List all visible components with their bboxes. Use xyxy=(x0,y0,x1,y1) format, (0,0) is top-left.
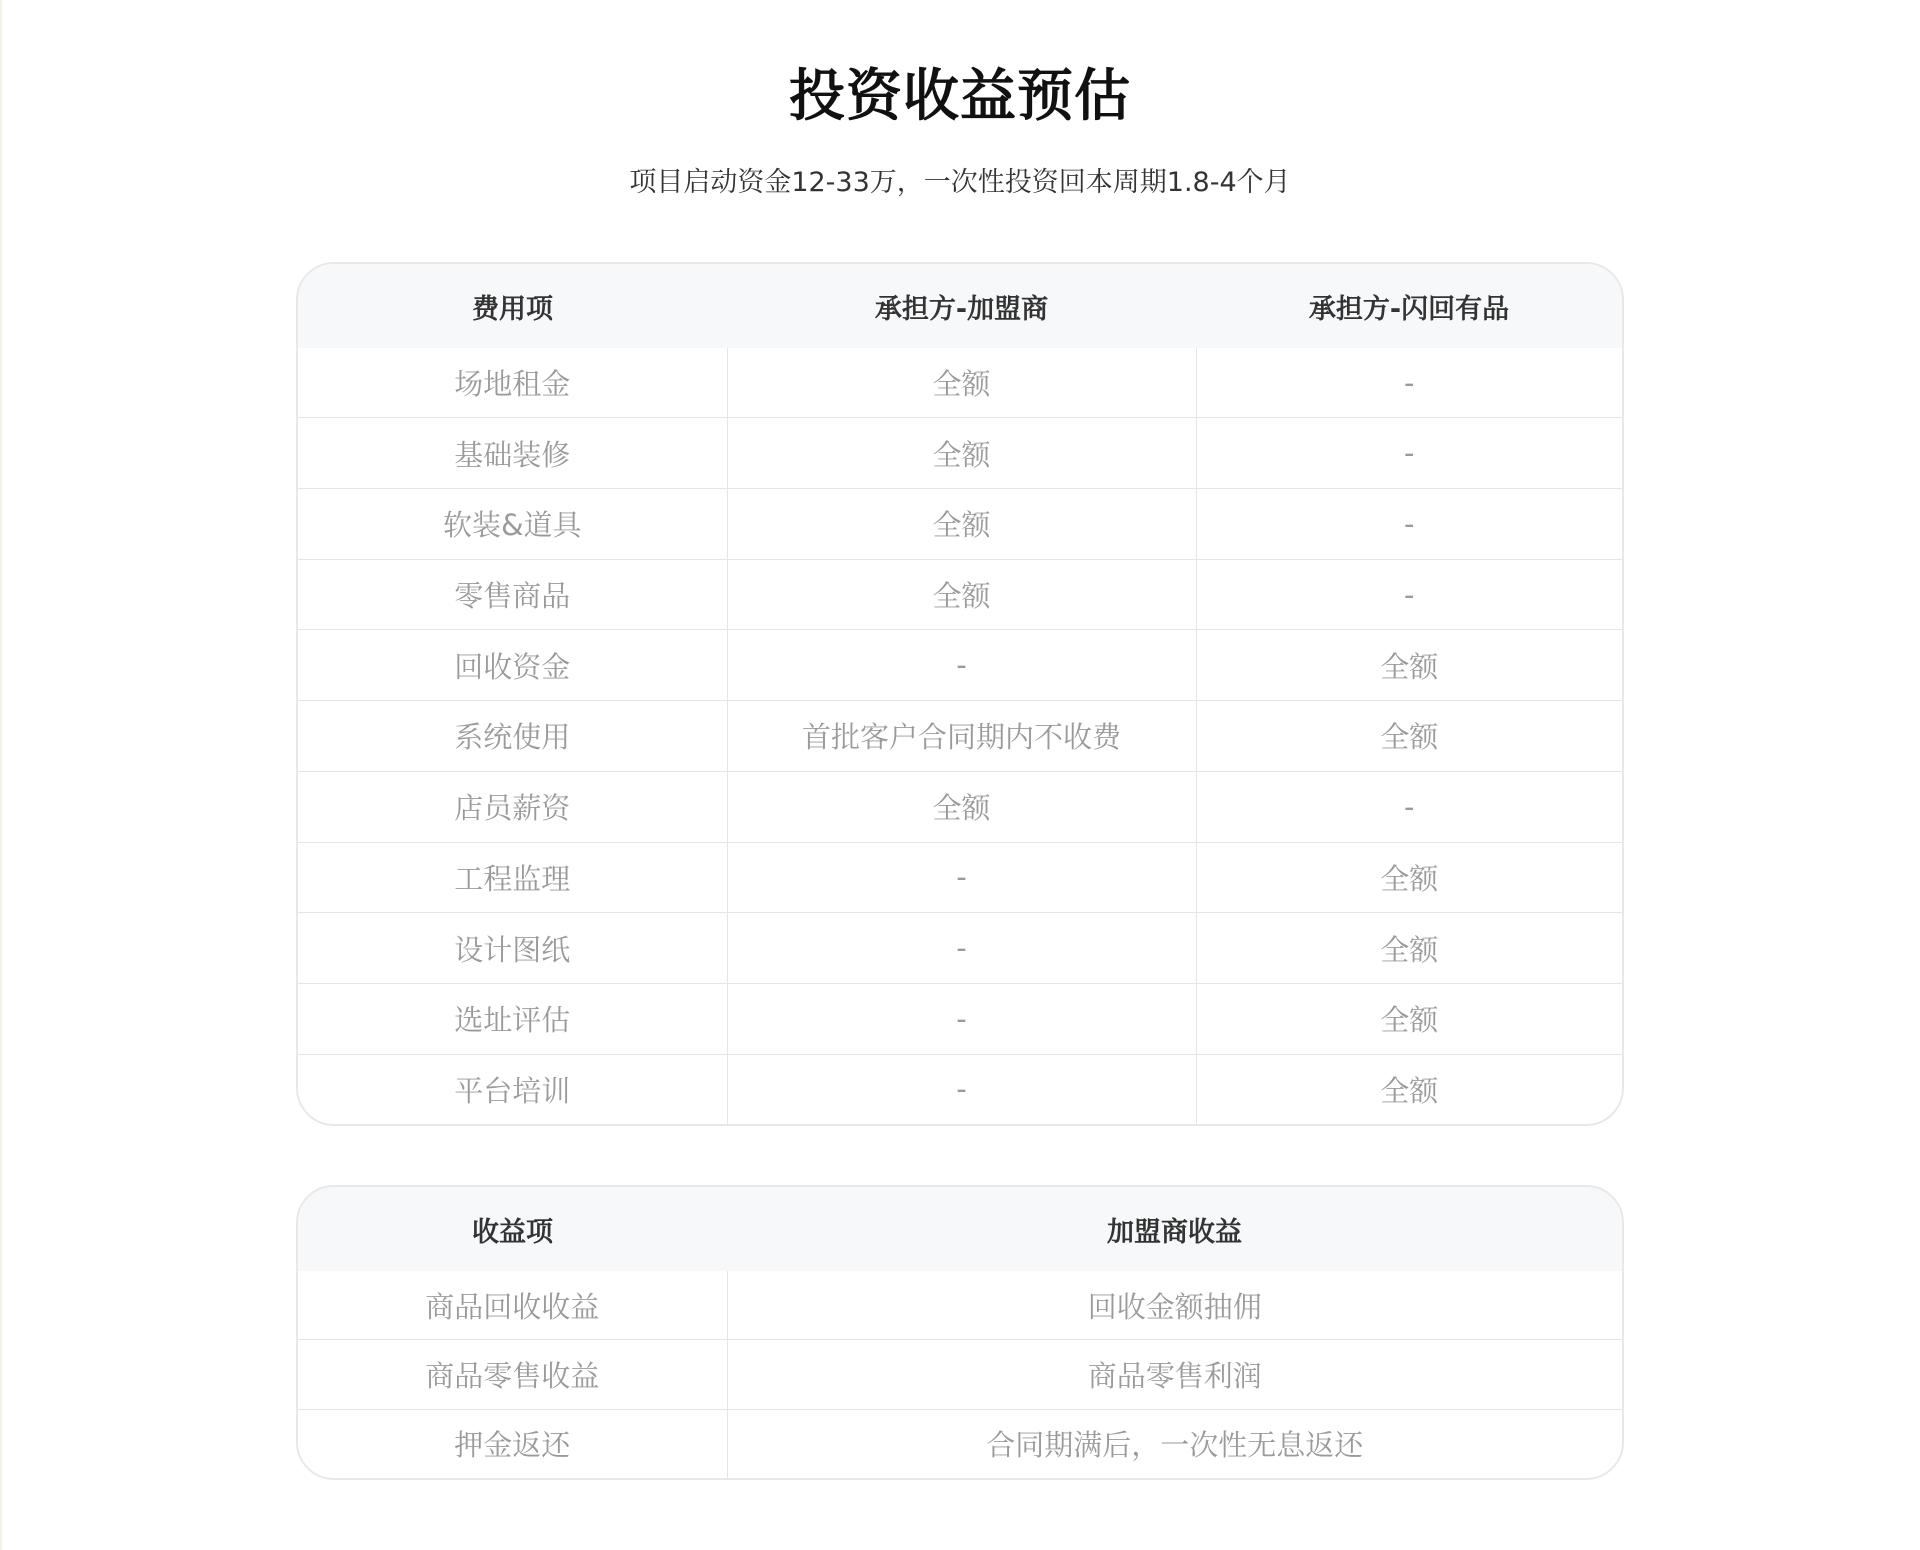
franchisee-cell: - xyxy=(727,842,1196,913)
franchisee-cell: 首批客户合同期内不收费 xyxy=(727,701,1196,772)
cost-item-cell: 工程监理 xyxy=(298,842,727,913)
revenue-item-cell: 商品回收收益 xyxy=(425,1289,600,1324)
franchisee-cell: 全额 xyxy=(727,489,1196,560)
platform-cell: - xyxy=(1196,489,1622,560)
cost-item-cell: 平台培训 xyxy=(298,1054,727,1124)
revenue-value-cell: 合同期满后，一次性无息返还 xyxy=(727,1409,1622,1478)
revenue-value-cell: 回收金额抽佣 xyxy=(727,1271,1622,1340)
platform-cell: - xyxy=(1196,418,1622,489)
platform-cell: - xyxy=(1196,771,1622,842)
platform-cell: - xyxy=(1196,559,1622,630)
cost-item-cell: 回收资金 xyxy=(298,630,727,701)
table-row xyxy=(298,771,1622,842)
cost-header-platform: 承担方-闪回有品 xyxy=(1196,264,1622,348)
revenue-header-franchisee: 加盟商收益 xyxy=(727,1187,1622,1271)
table-row xyxy=(298,559,1622,630)
revenue-header-item: 收益项 xyxy=(298,1187,727,1271)
revenue-table xyxy=(298,1187,1622,1478)
franchisee-cell: - xyxy=(727,913,1196,984)
table-row xyxy=(298,418,1622,489)
franchisee-cell: 全额 xyxy=(727,348,1196,418)
platform-cell: 全额 xyxy=(1196,913,1622,984)
platform-cell: - xyxy=(1196,348,1622,418)
table-row xyxy=(298,489,1622,560)
table-row xyxy=(298,348,1622,418)
cost-header-franchisee: 承担方-加盟商 xyxy=(727,264,1196,348)
revenue-value-cell: 商品零售利润 xyxy=(727,1340,1622,1410)
table-row xyxy=(298,1340,1622,1410)
cost-item-cell: 零售商品 xyxy=(298,559,727,630)
page-title: 投资收益预估 xyxy=(789,64,1131,129)
cost-item-cell: 场地租金 xyxy=(454,367,571,402)
table-row xyxy=(298,1271,1622,1340)
franchisee-cell: - xyxy=(727,983,1196,1054)
cost-header-item: 费用项 xyxy=(298,264,727,348)
platform-cell: 全额 xyxy=(1196,842,1622,913)
franchisee-cell: 全额 xyxy=(727,771,1196,842)
table-row xyxy=(298,1409,1622,1478)
cost-item-cell: 设计图纸 xyxy=(298,913,727,984)
cost-item-cell: 系统使用 xyxy=(298,701,727,772)
page-subtitle: 项目启动资金12-33万，一次性投资回本周期1.8-4个月 xyxy=(629,167,1291,198)
table-row xyxy=(298,630,1622,701)
table-row xyxy=(298,983,1622,1054)
table-row xyxy=(298,842,1622,913)
revenue-item-cell: 商品零售收益 xyxy=(298,1340,727,1410)
cost-item-cell: 选址评估 xyxy=(298,983,727,1054)
platform-cell: 全额 xyxy=(1196,630,1622,701)
cost-item-cell: 基础装修 xyxy=(298,418,727,489)
cost-table xyxy=(298,264,1622,1124)
cost-item-cell: 店员薪资 xyxy=(298,771,727,842)
platform-cell: 全额 xyxy=(1196,983,1622,1054)
revenue-table-card xyxy=(296,1185,1624,1480)
cost-item-cell: 软装&道具 xyxy=(298,489,727,560)
revenue-table-header-row xyxy=(298,1187,1622,1271)
revenue-item-cell: 押金返还 xyxy=(298,1409,727,1478)
platform-cell: 全额 xyxy=(1196,701,1622,772)
platform-cell: 全额 xyxy=(1196,1054,1622,1124)
table-row xyxy=(298,1054,1622,1124)
table-row xyxy=(298,701,1622,772)
cost-table-header-row xyxy=(298,264,1622,348)
cost-table-card xyxy=(296,262,1624,1126)
franchisee-cell: - xyxy=(727,630,1196,701)
franchisee-cell: 全额 xyxy=(727,559,1196,630)
franchisee-cell: 全额 xyxy=(727,418,1196,489)
franchisee-cell: - xyxy=(727,1054,1196,1124)
table-row xyxy=(298,913,1622,984)
